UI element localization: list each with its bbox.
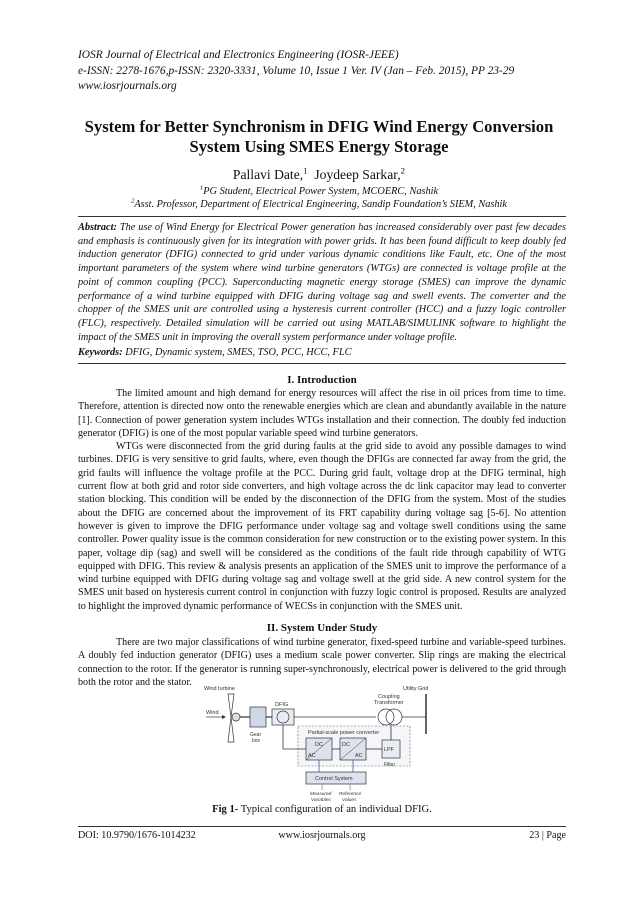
fig-label-box: box <box>252 738 261 744</box>
author-2-sup: 2 <box>400 165 406 176</box>
abstract-top-rule <box>78 216 566 217</box>
affiliation-2-text: Asst. Professor, Department of Electrical Engineering, Sandip Foundation’s SIEM, Nashik <box>134 199 507 210</box>
wind-arrow-head <box>222 715 226 719</box>
fig-label-ac-2: AC <box>355 753 363 759</box>
fig-label-variables: Variables <box>311 798 331 803</box>
footer-url[interactable]: www.iosrjournals.org <box>278 830 366 841</box>
footer-rule <box>78 826 566 827</box>
journal-header <box>78 48 568 95</box>
footer-doi: DOI: 10.9790/1676-1014232 <box>78 830 196 841</box>
keywords-label: Keywords: <box>78 347 123 358</box>
section-1-paragraph-1: The limited amount and high demand for energy resources will affect the rise in oil prices from time to time. Therefore, attention is directed now onto the renewable energies which are clean and abundantly available in the nature [1]. Connection of power generation system includes WTGs installation and their connection. The doubly fed induction generator (DFIG) is one of the most popular variable speed wind turbine generators. <box>78 388 566 439</box>
section-2-heading: II. System Under Study <box>266 622 378 634</box>
dfig-configuration-figure <box>198 684 438 804</box>
keywords-text: DFIG, Dynamic system, SMES, TSO, PCC, HCC, FLC <box>125 347 352 358</box>
author-2: Joydeep Sarkar, <box>314 167 401 182</box>
section-2-body <box>78 636 566 689</box>
journal-name: IOSR Journal of Electrical and Electronics Engineering (IOSR-JEEE) <box>78 49 399 61</box>
fig-label-wind: Wind <box>206 710 219 716</box>
fig-label-values: Values <box>342 798 357 803</box>
affiliation-2 <box>60 199 578 210</box>
footer-page-number: 23 | Page <box>529 830 566 841</box>
fig-label-transformer: Transformer <box>374 700 404 706</box>
fig-label-partial-converter: Partial-scale power converter <box>308 730 380 736</box>
figure-caption <box>78 804 566 815</box>
affiliation-1 <box>60 186 578 197</box>
fig-label-utility-grid: Utility Grid <box>403 686 429 692</box>
fig-label-dc-2: DC <box>342 742 350 748</box>
author-1-sup: 1 <box>303 165 308 176</box>
fig-label-coupling: Coupling <box>378 694 400 700</box>
abstract-label: Abstract: <box>78 222 117 233</box>
fig-label-measured: Measured <box>310 792 332 797</box>
abstract <box>78 221 566 344</box>
dfig-machine <box>272 709 294 725</box>
paper-title: System for Better Synchronism in DFIG Wind Energy Conversion System Using SMES Energy Storage <box>84 117 554 156</box>
section-2-paragraph-1: There are two major classifications of wind turbine generator, fixed-speed turbine and variable-speed turbines. A doubly fed induction generator (DFIG) uses a medium scale power converter. Slip rings are making the electrical connection to the rotor. If the generator is running super-synchronously, electrical power is delivered to the grid through both the rotor and the stator. <box>78 637 566 688</box>
figure-caption-text: Typical configuration of an individual DFIG. <box>238 804 432 815</box>
gearbox-box <box>250 707 266 727</box>
journal-issn: e-ISSN: 2278-1676,p-ISSN: 2320-3331, Volume 10, Issue 1 Ver. IV (Jan – Feb. 2015), PP 23-29 <box>78 64 515 77</box>
fig-label-ac-1: AC <box>308 753 316 759</box>
fig-label-filter: Filter <box>384 762 396 768</box>
affiliation-1-text: PG Student, Electrical Power System, MCOERC, Nashik <box>203 186 439 197</box>
abstract-text: The use of Wind Energy for Electrical Power generation has increased considerably over past few decades and emphasis is continuously given for its integration with power grids. It has been found difficult to keep doubly fed induction generator (DFIG) connected to grid under various dynamic conditions like Fault, etc. One of the most important parameters of the system where wind turbine generators (WTGs) are connected is voltage profile at the point of common coupling (PCC). Superconducting magnetic energy storage (SMES) can improve the dynamic performance of a wind turbine equipped with DFIG during voltage sag and swell events. The converter and the chopper of the SMES unit are controlled using a hysteresis current controller (HCC) and a fuzzy logic controller (FLC), respectively. Detailed simulation will be carried out using MATLAB/SIMULINK software to highlight the impact of the SMES unit in improving the overall system performance under voltage profile. <box>78 222 566 343</box>
fig-label-lpf: LPF <box>384 747 395 753</box>
keywords-bottom-rule <box>78 363 566 364</box>
fig-label-control-system: Control System <box>315 776 353 782</box>
fig-label-dfig: DFIG <box>275 702 289 708</box>
figure-caption-label: Fig 1- <box>212 804 239 815</box>
section-1-body <box>78 387 566 613</box>
fig-label-dc-1: DC <box>315 742 323 748</box>
turbine-rotor-icon <box>228 694 240 742</box>
fig-label-gear: Gear <box>250 732 262 738</box>
affiliation-1-sup: 1 <box>199 184 204 192</box>
fig-label-wind-turbine: Wind turbine <box>204 686 235 692</box>
section-1-heading: I. Introduction <box>287 374 357 386</box>
affiliation-2-sup: 2 <box>130 197 135 205</box>
author-1: Pallavi Date, <box>232 167 304 182</box>
author-line <box>60 167 578 183</box>
section-1-paragraph-2: WTGs were disconnected from the grid during faults at the grid side to avoid any possible damages to wind turbines. DFIG is very sensitive to grid faults, where, even though the DFIGs are connected far away from the grid, the grid faults will influence the voltage profile at the PCC. During grid fault, voltage drop at the DFIG terminal, high current flow at both grid and rotor side converters, and high voltage across the dc link capacitor may lead to converter station blocking. This condition will be ended by the disconnection of the DFIG from the system. Most of the studies about the DFIG are concerned about the improvement of its FRT capability during voltage sag [5-6]. No attention however is given to improve the DFIG performance under voltage sag and voltage swell conditions using the same controller. Power quality issue is the common consideration for new construction or to the existing power system. In this paper, voltage dip (sag) and swell will be considered as the conditions of the fault ride through capability of WTG equipped with DFIG. This review & analysis presents an application of the SMES unit to improve the performance of a wind turbine equipped with DFIG during voltage sag and voltage swell at the grid side. A new control system for the SMES unit based on hysteresis current control in conjunction with fuzzy logic control is proposed. Results are analyzed to highlight the improved dynamic performance of WECSs in conjunction with the SMES unit. <box>78 441 566 612</box>
journal-url[interactable]: www.iosrjournals.org <box>78 80 177 92</box>
fig-label-reference: Reference <box>339 792 362 797</box>
keywords <box>78 347 566 358</box>
